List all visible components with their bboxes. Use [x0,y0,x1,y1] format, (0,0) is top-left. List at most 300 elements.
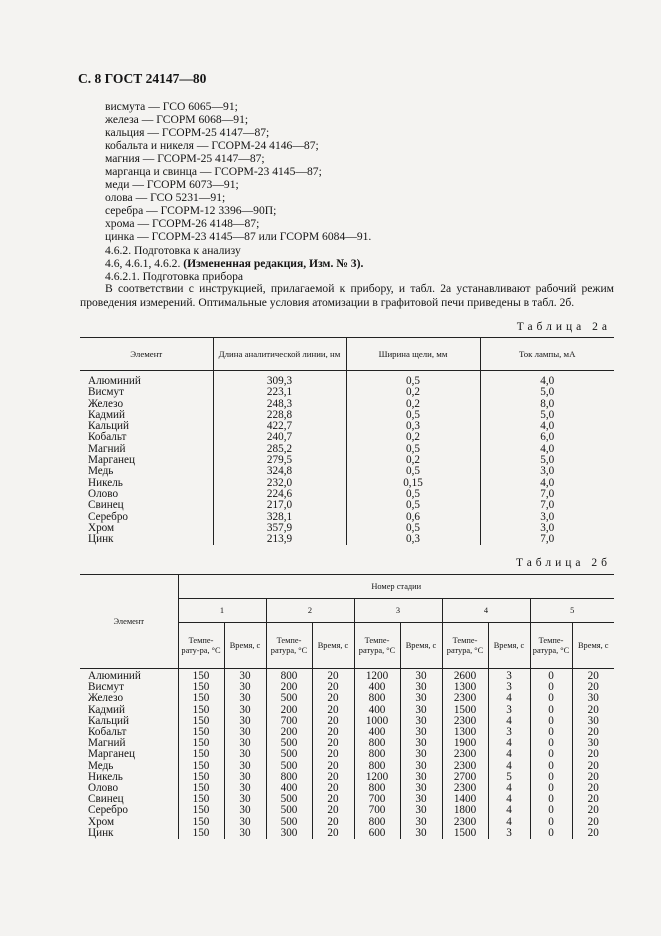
table-cell: 0,2 [346,399,480,410]
table-cell: 20 [312,783,354,794]
table-row [80,523,614,534]
table-cell: 500 [266,738,312,749]
table-cell: 224,6 [213,489,346,500]
table-cell: 0,5 [346,371,480,388]
table-row [80,761,614,772]
table-cell: 7,0 [480,489,614,500]
table-cell: 500 [266,693,312,704]
table-cell: Кальций [88,714,130,727]
table-cell: 20 [312,727,354,738]
table-2b [80,574,614,839]
table-cell: 248,3 [213,399,346,410]
table-cell: Цинк [88,533,114,546]
table-row [80,738,614,749]
table-cell: Висмут [88,386,124,399]
stage-number-header: 2 [266,599,354,623]
table-cell: 4 [488,716,530,727]
table-cell: 20 [312,738,354,749]
table-cell: 2300 [442,783,488,794]
table-row [80,693,614,704]
paragraph-block [80,282,614,310]
table-cell: 7,0 [480,500,614,511]
table-cell: 150 [178,794,224,805]
table-cell: 800 [354,693,400,704]
element-column-header: Элемент [80,575,178,669]
table-cell: Кобальт [88,431,127,444]
table-2a-header: Ширина щели, мм [346,338,480,371]
table-cell: 800 [354,749,400,760]
table-cell: 20 [312,772,354,783]
table-cell: Висмут [88,681,124,694]
table-cell: 217,0 [213,500,346,511]
table-cell: 240,7 [213,432,346,443]
table-cell: Серебро [88,804,129,817]
table-cell: 30 [572,716,614,727]
table-cell: Магний [88,737,126,750]
table-row [80,371,614,388]
table-cell: 20 [572,682,614,693]
table-cell: 700 [266,716,312,727]
table-cell: 500 [266,749,312,760]
table-row [80,534,614,545]
table-cell: 223,1 [213,387,346,398]
table-cell: 30 [224,738,266,749]
table-cell: 20 [312,817,354,828]
table-cell: 20 [572,817,614,828]
table-cell: 0 [530,761,572,772]
text-line: 4.6.2. Подготовка к анализу [105,243,241,257]
table-cell: 8,0 [480,399,614,410]
reference-list [105,100,371,283]
table-cell: 4 [488,693,530,704]
table-cell: 30 [400,828,442,839]
table-cell: 20 [312,805,354,816]
table-cell: 4 [488,817,530,828]
table-cell: Свинец [88,499,124,512]
table-cell: 4,0 [480,478,614,489]
table-row [80,444,614,455]
table-cell: Хром [88,521,115,534]
table-row [80,466,614,477]
table-cell: 20 [312,682,354,693]
text-line: марганца и свинца — ГСОРМ-23 4145—87; [105,165,322,179]
table-cell: 30 [400,705,442,716]
table-cell: 150 [178,682,224,693]
table-cell: 150 [178,828,224,839]
text-line: кобальта и никеля — ГСОРМ-24 4146—87; [105,139,319,153]
table-cell: 1400 [442,794,488,805]
text-line: хрома — ГСОРМ-26 4148—87; [105,217,260,231]
table-cell: 150 [178,805,224,816]
table-cell: Цинк [88,826,114,839]
stage-sub-header: Время, с [400,623,442,669]
table-cell: Марганец [88,454,136,467]
table-cell: 3 [488,727,530,738]
table-cell: 0 [530,828,572,839]
table-cell: 0,2 [346,432,480,443]
table-cell: Железо [88,692,124,705]
table-cell: 4 [488,805,530,816]
table-row [80,772,614,783]
table-cell: 4,0 [480,421,614,432]
table-cell: 30 [224,772,266,783]
table-row [80,399,614,410]
table-cell: 150 [178,783,224,794]
table-row [80,489,614,500]
table-cell: 0 [530,669,572,683]
table-cell: 800 [354,761,400,772]
text-line: железа — ГСОРМ 6068—91; [105,113,249,127]
table-row [80,387,614,398]
table-cell: Алюминий [88,375,141,387]
table-cell: 400 [354,682,400,693]
table-row [80,817,614,828]
table-cell: 20 [572,783,614,794]
table-cell: 30 [400,682,442,693]
table-cell: 3 [488,828,530,839]
table-cell: 30 [400,669,442,683]
table-cell: 20 [572,772,614,783]
table-cell: 20 [572,805,614,816]
stage-sub-header: Время, с [572,623,614,669]
table-cell: 20 [572,705,614,716]
table-cell: 20 [312,761,354,772]
table-cell: 20 [312,716,354,727]
table-cell: 0,5 [346,466,480,477]
table-cell: 1200 [354,669,400,683]
table-cell: 20 [312,669,354,683]
table-cell: 150 [178,761,224,772]
table-2b-caption: Таблица 2б [515,557,611,569]
table-cell: 30 [400,761,442,772]
table-cell: 30 [400,794,442,805]
table-cell: 0,6 [346,512,480,523]
table-cell: 5,0 [480,387,614,398]
table-cell: 800 [354,783,400,794]
table-row [80,669,614,683]
table-cell: 400 [354,705,400,716]
table-cell: 1500 [442,705,488,716]
table-cell: 800 [266,772,312,783]
table-row [80,716,614,727]
table-cell: 213,9 [213,534,346,545]
edition-note: (Измененная редакция, Изм. № 3). [183,256,364,270]
table-cell: 2300 [442,716,488,727]
table-cell: 3,0 [480,523,614,534]
table-cell: 324,8 [213,466,346,477]
table-2a-caption: Таблица 2а [516,321,611,333]
table-cell: 285,2 [213,444,346,455]
table-cell: 150 [178,817,224,828]
table-cell: 0 [530,682,572,693]
table-cell: 0,3 [346,534,480,545]
text-line: магния — ГСОРМ-25 4147—87; [105,152,265,166]
table-cell: 30 [224,682,266,693]
table-cell: Железо [88,397,124,410]
stage-sub-header: Темпе-ратура, °С [442,623,488,669]
table-cell: 328,1 [213,512,346,523]
table-cell: 150 [178,738,224,749]
table-cell: 4 [488,738,530,749]
table-cell: 30 [224,761,266,772]
table-cell: 0 [530,705,572,716]
table-cell: 150 [178,749,224,760]
table-cell: 4 [488,761,530,772]
table-cell: 1800 [442,805,488,816]
table-cell: 700 [354,794,400,805]
table-cell: 30 [224,805,266,816]
table-row [80,682,614,693]
table-row [80,410,614,421]
table-cell: 30 [572,693,614,704]
text-line: кальция — ГСОРМ-25 4147—87; [105,126,270,140]
table-row [80,727,614,738]
table-cell: Олово [88,782,119,795]
table-cell: 30 [400,817,442,828]
table-cell: 30 [400,749,442,760]
table-cell: 0,2 [346,455,480,466]
table-cell: 1300 [442,727,488,738]
stage-sub-header: Темпе-ратура, °С [266,623,312,669]
table-row [80,828,614,839]
table-cell: Серебро [88,510,129,523]
table-cell: 4 [488,794,530,805]
table-cell: 150 [178,727,224,738]
table-cell: 422,7 [213,421,346,432]
table-cell: 30 [224,817,266,828]
table-cell: 600 [354,828,400,839]
table-cell: 30 [400,716,442,727]
table-cell: 30 [224,716,266,727]
table-cell: 6,0 [480,432,614,443]
table-cell: 500 [266,794,312,805]
table-cell: 700 [354,805,400,816]
table-cell: 0,5 [346,523,480,534]
table-cell: Свинец [88,793,124,806]
table-cell: 20 [572,727,614,738]
table-cell: 0 [530,794,572,805]
table-cell: Медь [88,759,114,772]
stage-sub-header: Темпе-рату-ра, °С [178,623,224,669]
table-cell: 1500 [442,828,488,839]
table-cell: 228,8 [213,410,346,421]
table-cell: 0,2 [346,387,480,398]
table-cell: 20 [572,794,614,805]
text-line: серебра — ГСОРМ-12 3396—90П; [105,204,277,218]
table-row [80,512,614,523]
table-cell: Кобальт [88,726,127,739]
table-2a [80,337,614,545]
page-header: С. 8 ГОСТ 24147—80 [78,71,207,86]
table-cell: 4,0 [480,444,614,455]
table-row [80,805,614,816]
table-row [80,478,614,489]
subsection-title: 4.6.2.1. Подготовка прибора [105,269,244,283]
table-row [80,749,614,760]
table-row [80,455,614,466]
table-cell: 20 [312,794,354,805]
table-cell: 30 [224,705,266,716]
table-cell: 2300 [442,761,488,772]
stage-group-header: Номер стадии [178,575,614,599]
table-2a-header: Ток лампы, мА [480,338,614,371]
table-cell: Марганец [88,748,136,761]
text-line: цинка — ГСОРМ-23 4145—87 или ГСОРМ 6084—91. [105,230,372,244]
table-cell: 20 [572,761,614,772]
table-2a-header: Длина аналитической линии, нм [213,338,346,371]
table-cell: 0,3 [346,421,480,432]
table-cell: 30 [400,772,442,783]
table-cell: 0 [530,749,572,760]
table-cell: 30 [224,794,266,805]
text-line: олова — ГСО 5231—91; [105,191,226,205]
table-cell: Хром [88,815,115,828]
table-cell: 3,0 [480,466,614,477]
table-cell: 1200 [354,772,400,783]
table-cell: 30 [400,727,442,738]
table-row [80,500,614,511]
table-cell: 30 [400,805,442,816]
table-cell: 1900 [442,738,488,749]
table-row [80,705,614,716]
table-cell: 30 [224,669,266,683]
stage-sub-header: Время, с [312,623,354,669]
table-cell: 0,5 [346,444,480,455]
text-line: висмута — ГСО 6065—91; [105,100,238,113]
table-cell: 150 [178,693,224,704]
table-cell: 2300 [442,693,488,704]
table-cell: 0 [530,738,572,749]
text-line: меди — ГСОРМ 6073—91; [105,178,239,192]
table-cell: Никель [88,770,123,783]
stage-sub-header: Время, с [488,623,530,669]
table-cell: 20 [312,749,354,760]
body-paragraph: В соответствии с инструкцией, прилагаемой к прибору, и табл. 2а устанавливают рабочий режим проведения измерений. Оптимальные условия атомизации в графитовой печи приведены в табл. 2б. [80,282,614,309]
stage-number-header: 4 [442,599,530,623]
table-cell: 1300 [442,682,488,693]
table-cell: 200 [266,682,312,693]
table-cell: 30 [224,693,266,704]
table-cell: 279,5 [213,455,346,466]
table-cell: 5 [488,772,530,783]
table-cell: 30 [400,783,442,794]
edition-line [105,257,371,270]
table-cell: 20 [312,693,354,704]
table-cell: 20 [312,828,354,839]
table-cell: 0,5 [346,500,480,511]
stage-number-header: 1 [178,599,266,623]
table-cell: 30 [572,738,614,749]
table-cell: 200 [266,705,312,716]
table-cell: 20 [572,828,614,839]
table-row [80,783,614,794]
table-cell: 500 [266,805,312,816]
table-cell: 2700 [442,772,488,783]
table-cell: 7,0 [480,534,614,545]
table-cell: 5,0 [480,410,614,421]
table-row [80,421,614,432]
table-cell: Медь [88,465,114,478]
table-cell: Алюминий [88,670,141,682]
table-cell: 0 [530,693,572,704]
table-cell: 500 [266,817,312,828]
table-cell: 150 [178,705,224,716]
table-cell: 4,0 [480,371,614,388]
table-cell: Кадмий [88,408,126,421]
table-cell: 0,5 [346,410,480,421]
table-cell: Магний [88,442,126,455]
table-cell: 5,0 [480,455,614,466]
stage-sub-header: Темпе-ратура, °С [354,623,400,669]
table-cell: 150 [178,669,224,683]
table-cell: 150 [178,716,224,727]
table-cell: 0,5 [346,489,480,500]
table-cell: 357,9 [213,523,346,534]
table-cell: Олово [88,487,119,500]
table-cell: 0 [530,817,572,828]
table-cell: 20 [312,705,354,716]
table-cell: 300 [266,828,312,839]
table-cell: 2300 [442,749,488,760]
table-cell: 3 [488,705,530,716]
table-cell: 30 [224,828,266,839]
edition-prefix: 4.6, 4.6.1, 4.6.2. [105,256,181,270]
stage-number-header: 5 [530,599,614,623]
table-2a-header: Элемент [80,338,213,371]
table-cell: 30 [224,727,266,738]
table-cell: 0 [530,716,572,727]
table-cell: 20 [572,669,614,683]
table-cell: 3,0 [480,512,614,523]
table-row [80,432,614,443]
table-cell: 800 [354,738,400,749]
table-row [80,794,614,805]
table-cell: 3 [488,669,530,683]
table-cell: 30 [224,783,266,794]
table-cell: 150 [178,772,224,783]
stage-number-header: 3 [354,599,442,623]
table-cell: 2600 [442,669,488,683]
table-cell: 0 [530,772,572,783]
table-cell: Кадмий [88,703,126,716]
table-cell: 232,0 [213,478,346,489]
table-cell: 500 [266,761,312,772]
table-cell: 800 [354,817,400,828]
table-cell: 20 [572,749,614,760]
table-cell: 3 [488,682,530,693]
table-cell: 30 [400,738,442,749]
table-cell: 4 [488,783,530,794]
table-cell: 200 [266,727,312,738]
table-cell: Кальций [88,420,130,433]
table-cell: Никель [88,476,123,489]
table-cell: 4 [488,749,530,760]
table-cell: 0 [530,727,572,738]
stage-sub-header: Время, с [224,623,266,669]
table-cell: 400 [354,727,400,738]
table-cell: 2300 [442,817,488,828]
table-cell: 0 [530,805,572,816]
table-cell: 800 [266,669,312,683]
table-cell: 1000 [354,716,400,727]
stage-sub-header: Темпе-ратура, °С [530,623,572,669]
table-cell: 0,15 [346,478,480,489]
table-cell: 30 [224,749,266,760]
table-cell: 0 [530,783,572,794]
table-cell: 30 [400,693,442,704]
table-cell: 400 [266,783,312,794]
table-cell: 309,3 [213,371,346,388]
